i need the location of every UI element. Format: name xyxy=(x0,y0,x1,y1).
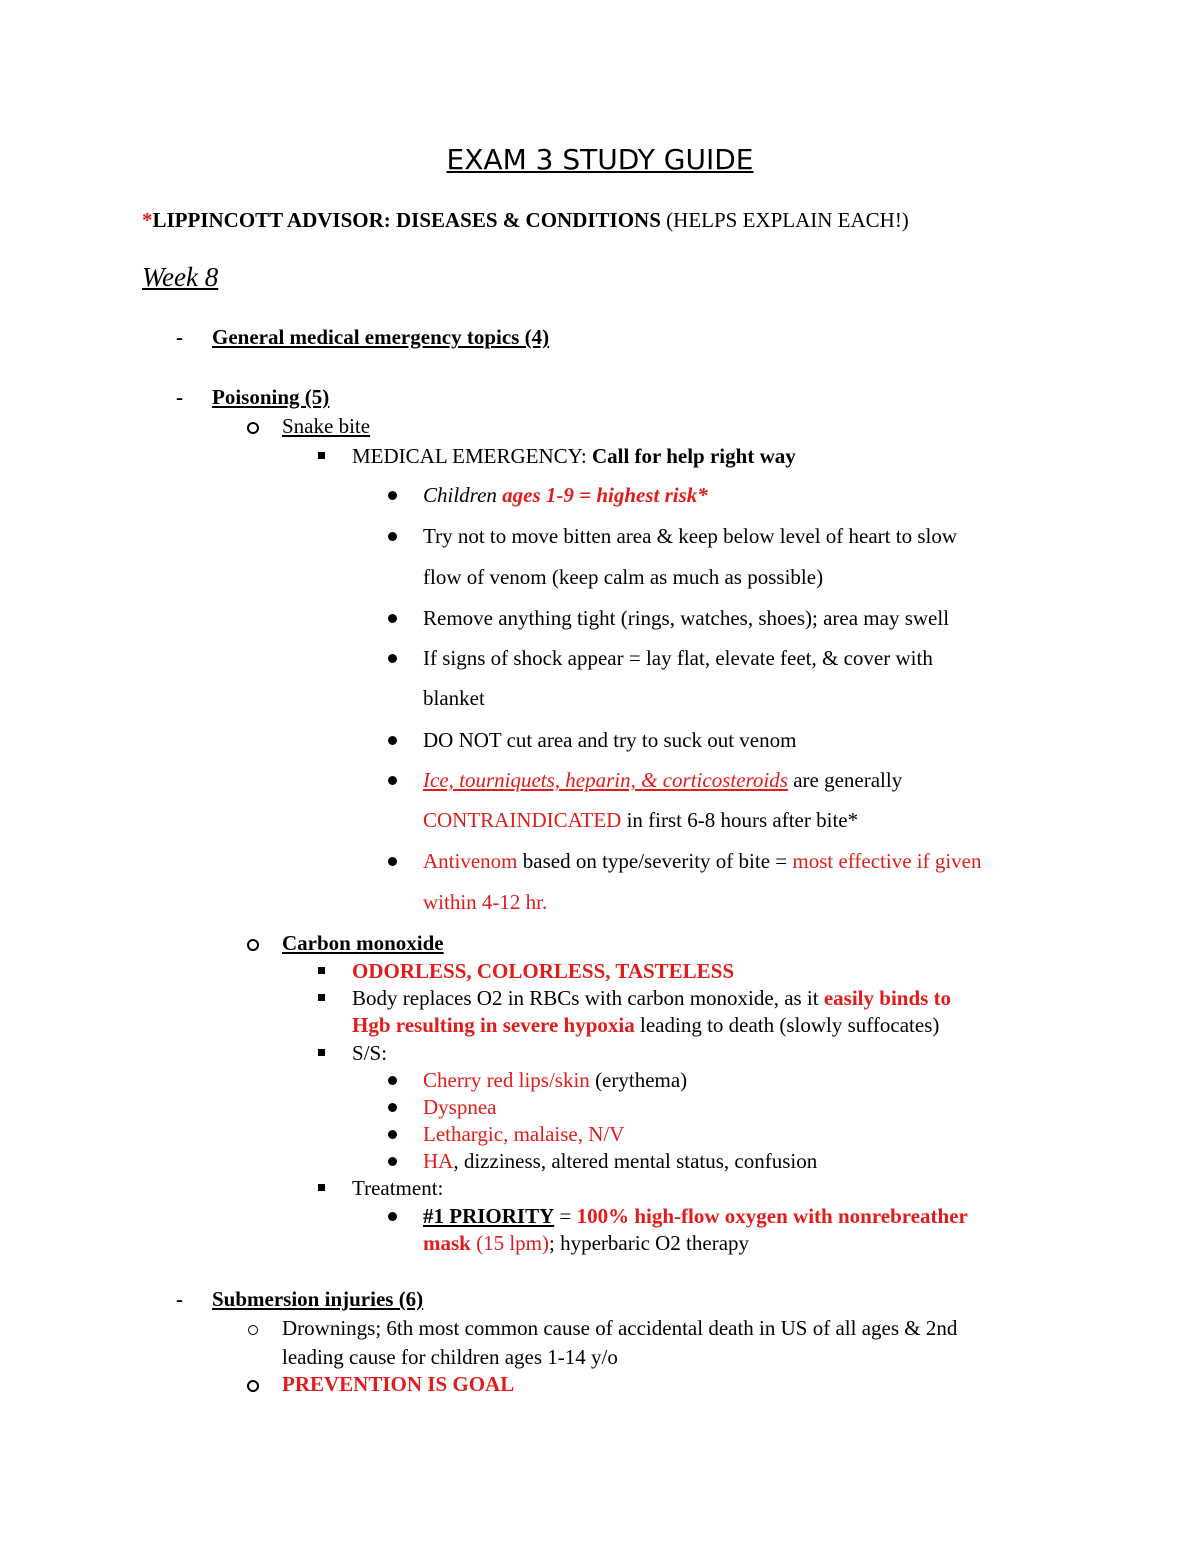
dot-bullet-icon xyxy=(388,491,397,500)
dot-bullet-icon xyxy=(388,776,397,785)
co-treatment-label: Treatment: xyxy=(352,1176,444,1200)
dot-bullet-icon xyxy=(388,1157,397,1166)
snake-b2-l2: flow of venom (keep calm as much as possible) xyxy=(423,565,824,589)
snake-b1-b: ages 1-9 = highest risk* xyxy=(502,483,708,507)
snake-b7-c: most effective if given xyxy=(792,849,982,873)
circle-bullet-icon xyxy=(247,1380,259,1392)
snake-b6-c: CONTRAINDICATED xyxy=(423,808,622,832)
topic-submersion-label: Submersion injuries (6) xyxy=(212,1287,424,1311)
snake-b4-l1: If signs of shock appear = lay flat, elevate feet, & cover with xyxy=(423,646,933,670)
dot-bullet-icon xyxy=(388,1130,397,1139)
dot-bullet-icon xyxy=(388,736,397,745)
dot-bullet-icon xyxy=(388,1076,397,1085)
snake-b7-b: based on type/severity of bite = xyxy=(517,849,793,873)
co-ss2-text: Dyspnea xyxy=(423,1095,497,1119)
dash-bullet: - xyxy=(176,325,183,349)
subtitle-star: * xyxy=(142,208,153,232)
square-bullet-icon xyxy=(318,452,325,459)
co-ss1-a: Cherry red lips/skin xyxy=(423,1068,590,1092)
co-s2-a: Body replaces O2 in RBCs with carbon monoxide, as it xyxy=(352,986,824,1010)
co-ss3-text: Lethargic, malaise, N/V xyxy=(423,1122,625,1146)
co-t1-e: (15 lpm) xyxy=(470,1231,550,1255)
dot-bullet-icon xyxy=(388,1212,397,1221)
snake-b4-l2: blanket xyxy=(423,686,485,710)
dash-bullet: - xyxy=(176,385,183,409)
snake-emergency-a: MEDICAL EMERGENCY: xyxy=(352,444,592,468)
snake-heading: Snake bite xyxy=(282,414,371,438)
snake-b7-a: Antivenom xyxy=(423,849,518,873)
square-bullet-icon xyxy=(318,1049,325,1056)
square-bullet-icon xyxy=(318,967,325,974)
co-s2-d: leading to death (slowly suffocates) xyxy=(634,1013,940,1037)
co-s1-text: ODORLESS, COLORLESS, TASTELESS xyxy=(352,959,735,983)
snake-b6-a: Ice, tourniquets, heparin, & corticosteroids xyxy=(423,768,788,792)
co-s2-b: easily binds to xyxy=(823,986,952,1010)
subtitle-bold: LIPPINCOTT ADVISOR: DISEASES & CONDITIONS xyxy=(152,208,661,232)
circle-bullet-icon xyxy=(248,1325,258,1335)
dot-bullet-icon xyxy=(388,532,397,541)
co-t1-f: ; hyperbaric O2 therapy xyxy=(549,1231,750,1255)
dot-bullet-icon xyxy=(388,857,397,866)
topic-poisoning-label: Poisoning (5) xyxy=(212,385,330,409)
snake-b3-text: Remove anything tight (rings, watches, shoes); area may swell xyxy=(423,606,950,630)
topic-general-label: General medical emergency topics (4) xyxy=(212,325,550,349)
week-heading: Week 8 xyxy=(142,262,219,292)
dot-bullet-icon xyxy=(388,1103,397,1112)
snake-b1-a: Children xyxy=(423,483,503,507)
snake-b2-l1: Try not to move bitten area & keep below level of heart to slow xyxy=(423,524,958,548)
co-s2-c: Hgb resulting in severe hypoxia xyxy=(352,1013,635,1037)
co-ss4-a: HA xyxy=(423,1149,454,1173)
co-ss1-b: (erythema) xyxy=(589,1068,688,1092)
co-t1-c: 100% high-flow oxygen with nonrebreather xyxy=(576,1204,968,1228)
snake-b5-text: DO NOT cut area and try to suck out venom xyxy=(423,728,797,752)
page-title: EXAM 3 STUDY GUIDE xyxy=(446,143,754,176)
co-ss4-b: , dizziness, altered mental status, confusion xyxy=(453,1149,818,1173)
snake-emergency-b: Call for help right way xyxy=(591,444,796,468)
co-heading: Carbon monoxide xyxy=(282,931,444,955)
snake-b6-d: in first 6-8 hours after bite* xyxy=(621,808,859,832)
co-ss-label: S/S: xyxy=(352,1041,388,1065)
square-bullet-icon xyxy=(318,994,325,1001)
co-t1-d: mask xyxy=(423,1231,471,1255)
snake-b7-d: within 4-12 hr. xyxy=(423,890,548,914)
circle-bullet-icon xyxy=(247,422,259,434)
circle-bullet-icon xyxy=(247,939,259,951)
dot-bullet-icon xyxy=(388,654,397,663)
sub-s1-l1: Drownings; 6th most common cause of accidental death in US of all ages & 2nd xyxy=(282,1316,958,1340)
square-bullet-icon xyxy=(318,1184,325,1191)
sub-s2-text: PREVENTION IS GOAL xyxy=(282,1372,515,1396)
subtitle-rest: (HELPS EXPLAIN EACH!) xyxy=(660,208,909,232)
snake-b6-b: are generally xyxy=(787,768,903,792)
dot-bullet-icon xyxy=(388,614,397,623)
co-t1-a: #1 PRIORITY xyxy=(423,1204,555,1228)
sub-s1-l2: leading cause for children ages 1-14 y/o xyxy=(282,1345,618,1369)
dash-bullet: - xyxy=(176,1287,183,1311)
co-t1-b: = xyxy=(554,1204,577,1228)
